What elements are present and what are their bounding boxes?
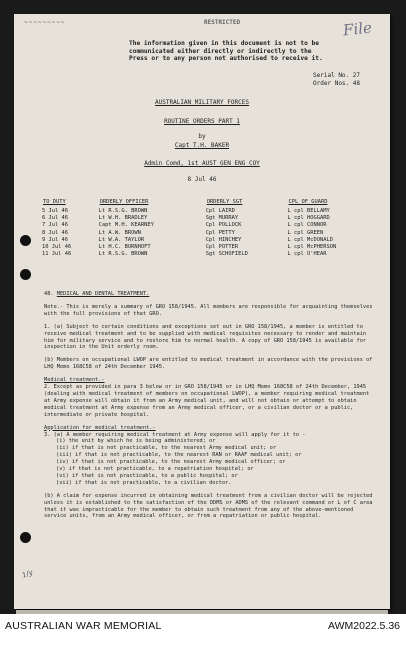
heading-date: 8 Jul 46 [187, 176, 217, 183]
section-number: 48. [44, 291, 54, 297]
list-item: (v) if that is not practicable, to a repatriation hospital; or [56, 466, 254, 473]
heading-commander: Capt T.H. BAKER [174, 142, 230, 149]
table-cell: 10 Jul 46 [42, 243, 72, 250]
table-cell: 11 Jul 46 [42, 251, 72, 258]
table-cell: 7 Jul 46 [42, 222, 68, 229]
table-cell: 5 Jul 46 [42, 208, 68, 214]
table-cell: Sgt MURRAY [205, 215, 239, 222]
table-cell: Cpl HINCHEY [205, 236, 242, 243]
table-row [42, 244, 382, 251]
document-page [14, 14, 390, 609]
table-row [42, 215, 382, 222]
list-item: (vi) if that is not practicable, to a public hospital; or [56, 472, 238, 479]
table-row [42, 222, 382, 229]
section-title: MEDICAL AND DENTAL TREATMENT. [56, 291, 150, 297]
footer-accession-number: AWM2022.5.36 [328, 620, 400, 632]
punch-hole [20, 269, 31, 280]
table-cell: Sgt SCHOFIELD [205, 251, 248, 258]
application-heading: Application for medical treatment.- [44, 424, 156, 431]
table-row [42, 230, 382, 237]
list-item: (iv) if that is not practicable, to the nearest Army medical officer; or [56, 459, 286, 466]
duty-roster-table [42, 198, 382, 258]
table-cell: Cpl PETTY [205, 229, 235, 236]
table-cell: Lt A.W. BROWN [98, 229, 141, 236]
section-heading [44, 291, 376, 298]
table-row [42, 237, 382, 244]
heading-unit: Admin Comd, 1st AUST GEN ENG COY [144, 160, 260, 167]
punch-hole [20, 532, 31, 543]
table-header-row [42, 198, 382, 208]
table-cell: L cpl HOGGARD [287, 215, 330, 222]
column-header: CPL OF GUARD [288, 199, 328, 205]
table-cell: L cpl GREEN [287, 229, 324, 236]
paragraph-3a-items [44, 438, 376, 486]
archive-footer [0, 614, 406, 653]
table-cell: L cpl McDONALD [287, 236, 333, 243]
paragraph-3a-intro: 3. (a) A member requiring medical treatment at Army expense will apply for it to - [44, 431, 306, 438]
note-paragraph: Note.- This is merely a summary of GRO 158/1945. All members are responsible for acquainting themselves with the full provisions of that GRO. [44, 303, 373, 317]
table-cell: Capt M.H. KEARNEY [98, 222, 154, 229]
column-header: ORDERLY SGT [206, 199, 243, 205]
table-cell: L cpl CONNOR [287, 222, 327, 229]
paragraph-2: 2. Except as provided in para 3 below or in GRO 158/1945 or in LHQ Memo 168C58 of 24th December, 1945 (dealing with medical treatment of members on occupational LWOP), a member requiring medical treatment at Army expense will obtain it from an Army medical unit, and will not obtain or attempt to obtain medical treatment at Army expense from an Army medical officer, or a civilian doctor or a public, intermediate or private hospital. [44, 384, 370, 418]
classification-mark: RESTRICTED [204, 19, 241, 26]
list-item: (iii) if that is not practicable, to the nearest RAN or RAAF medical unit; or [56, 452, 302, 459]
heading-orders: ROUTINE ORDERS PART 1 [164, 118, 240, 125]
list-item: (vii) if that is not practicable, to a civilian doctor. [56, 479, 232, 486]
orders-body [44, 291, 376, 526]
handwritten-margin-note: 1/y [20, 568, 34, 580]
order-numbers: Order Nos. 48 [313, 79, 360, 87]
handwritten-file-note: File [342, 18, 373, 40]
paragraph-1b: (b) Members on occupational LWOP are entitled to medical treatment in accordance with the provisions of LHQ Memo 168C58 of 24th December 1945. [44, 357, 373, 371]
security-warning: The information given in this document is not to be communicated either directly or indirectly to the Press or to any person not authorised to receive it. [129, 40, 323, 63]
serial-block [313, 72, 360, 87]
table-cell: 6 Jul 46 [42, 215, 68, 222]
top-scribble: ~~~~~~~~~ [24, 19, 66, 26]
table-cell: Cpl LAIRD [205, 208, 235, 214]
table-cell: Lt W.A. TAYLOR [98, 236, 145, 243]
medical-treatment-heading: Medical treatment.- [44, 377, 105, 384]
list-item: (ii) if that is not practicable, to the nearest Army medical unit; or [56, 445, 277, 452]
paragraph-3b: (b) A claim for expense incurred in obtaining medical treatment from a civilian doctor will be rejected unless it is established to the satisfaction of the DDMS or ADMS of the relevant command or L of C area that it was impracticable for the member to obtain such treatment from any of the above-mentioned service units, from an Army medical officer, or from a repatriation or public hospital. [44, 492, 373, 520]
table-cell: L cpl BELLAMY [287, 208, 330, 214]
table-cell: Lt R.S.G. BROWN [98, 208, 148, 214]
table-cell: L cpl McPHERSON [287, 243, 337, 250]
table-cell: 9 Jul 46 [42, 236, 68, 243]
table-cell: Cpl POTTER [205, 243, 239, 250]
list-item: (i) the unit by which he is being administered; or [56, 438, 216, 445]
table-cell: Lt H.C. BORNHOFT [98, 243, 151, 250]
heading-force: AUSTRALIAN MILITARY FORCES [155, 99, 249, 106]
heading-by: by [198, 133, 206, 140]
punch-hole [20, 235, 31, 246]
table-cell: Lt W.H. BRADLEY [98, 215, 148, 222]
serial-number: Serial No. 27 [313, 72, 360, 79]
table-cell: 8 Jul 46 [42, 229, 68, 236]
table-cell: L cpl O'HEAR [287, 251, 327, 258]
column-header: ORDERLY OFFICER [99, 199, 149, 205]
table-cell: Lt R.S.G. BROWN [98, 251, 148, 258]
footer-institution: AUSTRALIAN WAR MEMORIAL [5, 620, 162, 632]
table-row [42, 208, 382, 215]
column-header: TO DUTY [43, 199, 66, 205]
paragraph-3a [44, 432, 376, 487]
table-row [42, 251, 382, 258]
table-cell: Cpl POLLOCK [205, 222, 242, 229]
paragraph-1a: 1. (a) Subject to certain conditions and exceptions set out in GRO 158/1945, a member is entitled to receive medical treatment and to be supplied with medical requisites necessary to render and maintain him for military service and to restore him to normal health. A copy of GRO 158/1945 is available for inspection in the Unit orderly room. [44, 323, 367, 351]
